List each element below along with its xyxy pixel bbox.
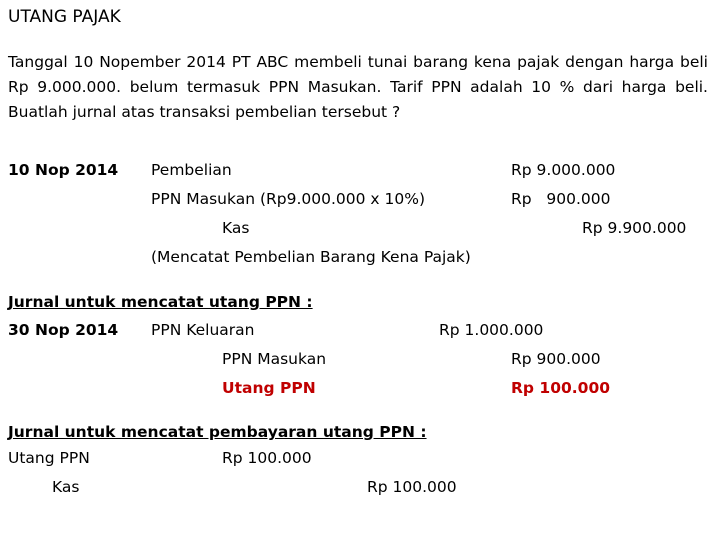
- entry1-line2-debit: Rp 900.000: [511, 190, 611, 208]
- entry2-line3-account: Utang PPN: [222, 379, 316, 397]
- entry2-line2-credit: Rp 900.000: [511, 350, 601, 368]
- entry1-date: 10 Nop 2014: [8, 161, 119, 179]
- page-title: UTANG PAJAK: [8, 7, 121, 27]
- entry2-line2-account: PPN Masukan: [222, 350, 327, 368]
- entry2-line1-debit: Rp 1.000.000: [439, 321, 544, 339]
- entry3-line1-debit: Rp 100.000: [222, 449, 312, 467]
- entry1-line1-debit: Rp 9.000.000: [511, 161, 616, 179]
- entry1-line1-account: Pembelian: [151, 161, 232, 179]
- entry3-line2-account: Kas: [52, 478, 80, 496]
- entry3-line2-credit: Rp 100.000: [367, 478, 457, 496]
- entry2-line3-credit: Rp 100.000: [511, 379, 611, 397]
- entry3-line1-account: Utang PPN: [8, 449, 90, 467]
- problem-paragraph: Tanggal 10 Nopember 2014 PT ABC membeli tunai barang kena pajak dengan harga beli Rp 9.000.000. belum termasuk PPN Masukan. Tarif PPN adalah 10 % dari harga beli. Buatlah jurnal atas transaksi pembelian tersebut ?: [8, 53, 708, 121]
- entry1-line2-account: PPN Masukan (Rp9.000.000 x 10%): [151, 190, 426, 208]
- entry1-line3-account: Kas: [222, 219, 250, 237]
- entry1-note: (Mencatat Pembelian Barang Kena Pajak): [151, 248, 471, 266]
- entry3-heading: Jurnal untuk mencatat pembayaran utang PPN :: [8, 423, 427, 441]
- entry1-line3-credit: Rp 9.900.000: [582, 219, 687, 237]
- entry2-date: 30 Nop 2014: [8, 321, 119, 339]
- entry2-heading: Jurnal untuk mencatat utang PPN :: [8, 293, 313, 311]
- entry2-line1-account: PPN Keluaran: [151, 321, 255, 339]
